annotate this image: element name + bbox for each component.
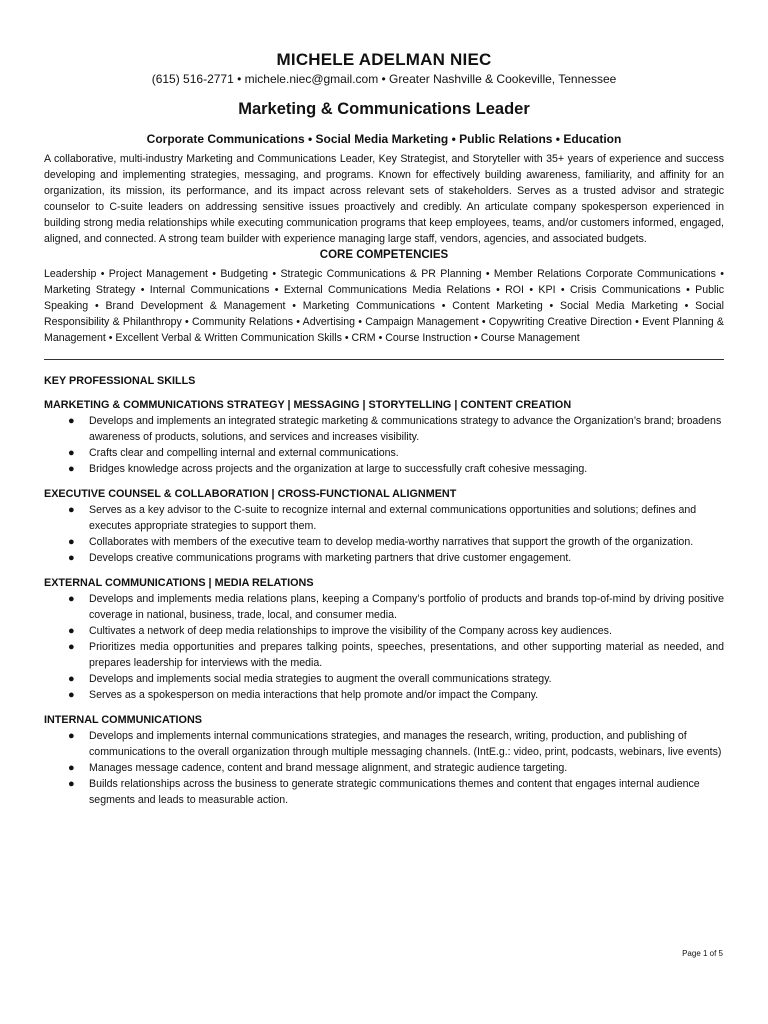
core-competencies-text: Leadership • Project Management • Budgeting • Strategic Communications & PR Planning • Member Relations Corporate Communications • Marketing Strategy • Internal Communications • External Communications Media Relations • ROI • KPI • Crisis Communications • Public Speaking • Brand Development & Management • Marketing Communications • Content Marketing • Social Media Marketing • Social Responsibility & Philanthropy • Community Relations • Advertising • Campaign Management • Copywriting Creative Direction • Event Planning & Management • Excellent Verbal & Written Communication Skills • CRM • Course Instruction • Course Management [44, 268, 724, 344]
candidate-name: MICHELE ADELMAN NIEC [276, 50, 492, 69]
bullet-item [44, 534, 724, 550]
bullet-icon: ● [68, 689, 75, 701]
bullet-item [44, 502, 724, 534]
bullet-text: Serves as a key advisor to the C-suite to recognize internal and external communications opportunities and solutions; defines and executes appropriate strategies to support them. [89, 504, 697, 532]
key-skills-title: KEY PROFESSIONAL SKILLS [44, 375, 196, 387]
bullet-text: Develops creative communications programs with marketing partners that drive customer engagement. [89, 552, 572, 564]
bullet-icon: ● [68, 552, 75, 564]
bullet-item [44, 623, 724, 639]
bullet-item [44, 671, 724, 687]
bullet-item [44, 445, 724, 461]
skill-section-title: EXTERNAL COMMUNICATIONS | MEDIA RELATIONS [44, 577, 314, 589]
bullet-item [44, 591, 724, 623]
skill-section-title: EXECUTIVE COUNSEL & COLLABORATION | CROSS-FUNCTIONAL ALIGNMENT [44, 488, 457, 500]
bullet-text: Prioritizes media opportunities and prepares talking points, speeches, presentations, and other supporting material as needed, and prepares leadership for interviews with the media. [89, 641, 724, 669]
bullet-list [44, 728, 724, 808]
bullet-item [44, 550, 724, 566]
bullet-text: Collaborates with members of the executive team to develop media-worthy narratives that support the growth of the organization. [89, 536, 694, 548]
bullet-text: Crafts clear and compelling internal and external communications. [89, 447, 399, 459]
skill-section-title: MARKETING & COMMUNICATIONS STRATEGY | MESSAGING | STORYTELLING | CONTENT CREATION [44, 399, 572, 411]
summary-paragraph: A collaborative, multi-industry Marketing and Communications Leader, Key Strategist, and Storyteller with 35+ years of experience and success developing and implementing strategies, messaging, and programs. Known for effectively building awareness, familiarity, and affinity for an organization, its mission, its performance, and its impact across relevant sets of stakeholders. Serves as a trusted advisor and strategic counselor to C-suite leaders on addressing sensitive issues proactively and credibly. An articulate company spokesperson experienced in building strong media relationships while executing communication programs that keep employees, teams, and/or customers informed, engaged, aligned, and connected. A strong team builder with experience managing large staff, vendors, agencies, and associated budgets. [44, 153, 724, 245]
bullet-item [44, 760, 724, 776]
bullet-icon: ● [68, 447, 75, 459]
bullet-icon: ● [68, 504, 75, 516]
bullet-item [44, 413, 724, 445]
skill-section-external [44, 576, 724, 703]
bullet-text: Develops and implements an integrated strategic marketing & communications strategy to advance the Organization’s brand; broadens awareness of products, solutions, and services and increases visibility. [89, 415, 722, 443]
focus-areas: Corporate Communications • Social Media Marketing • Public Relations • Education [146, 132, 622, 146]
headline: Marketing & Communications Leader [238, 100, 530, 118]
bullet-item [44, 639, 724, 671]
bullet-list [44, 413, 724, 477]
bullet-text: Builds relationships across the business to generate strategic communications themes and content that engages internal audience segments and leads to measurable action. [89, 778, 700, 806]
bullet-list [44, 502, 724, 566]
skill-section-executive [44, 487, 724, 566]
skill-section-internal [44, 713, 724, 808]
bullet-icon: ● [68, 536, 75, 548]
bullet-text: Develops and implements media relations plans, keeping a Company’s portfolio of products and brands top-of-mind by driving positive coverage in national, business, trade, local, and consumer media. [89, 593, 724, 621]
bullet-list [44, 591, 724, 703]
section-divider [44, 359, 724, 360]
bullet-icon: ● [68, 673, 75, 685]
bullet-icon: ● [68, 730, 75, 742]
skill-section-strategy [44, 398, 724, 477]
bullet-icon: ● [68, 415, 75, 427]
bullet-item [44, 776, 724, 808]
bullet-text: Bridges knowledge across projects and the organization at large to successfully craft cohesive messaging. [89, 463, 588, 475]
bullet-text: Develops and implements social media strategies to augment the overall communications strategy. [89, 673, 552, 685]
bullet-icon: ● [68, 463, 75, 475]
bullet-text: Cultivates a network of deep media relationships to improve the visibility of the Company across key audiences. [89, 625, 612, 637]
bullet-item [44, 728, 724, 760]
bullet-icon: ● [68, 625, 75, 637]
bullet-icon: ● [68, 778, 75, 790]
bullet-text: Manages message cadence, content and brand message alignment, and strategic audience targeting. [89, 762, 568, 774]
bullet-icon: ● [68, 641, 75, 653]
core-competencies-title: CORE COMPETENCIES [319, 249, 449, 261]
bullet-icon: ● [68, 762, 75, 774]
bullet-item [44, 461, 724, 477]
contact-line: (615) 516-2771 • michele.niec@gmail.com • Greater Nashville & Cookeville, Tennessee [151, 72, 617, 86]
bullet-icon: ● [68, 593, 75, 605]
bullet-text: Serves as a spokesperson on media interactions that help promote and/or impact the Company. [89, 689, 539, 701]
page-number: Page 1 of 5 [682, 949, 723, 958]
bullet-item [44, 687, 724, 703]
bullet-text: Develops and implements internal communications strategies, and manages the research, writing, production, and publishing of communications to the overall organization through multiple messaging channels. (IntE.g.: video, print, podcasts, webinars, live events) [89, 730, 722, 758]
skill-section-title: INTERNAL COMMUNICATIONS [44, 714, 202, 726]
